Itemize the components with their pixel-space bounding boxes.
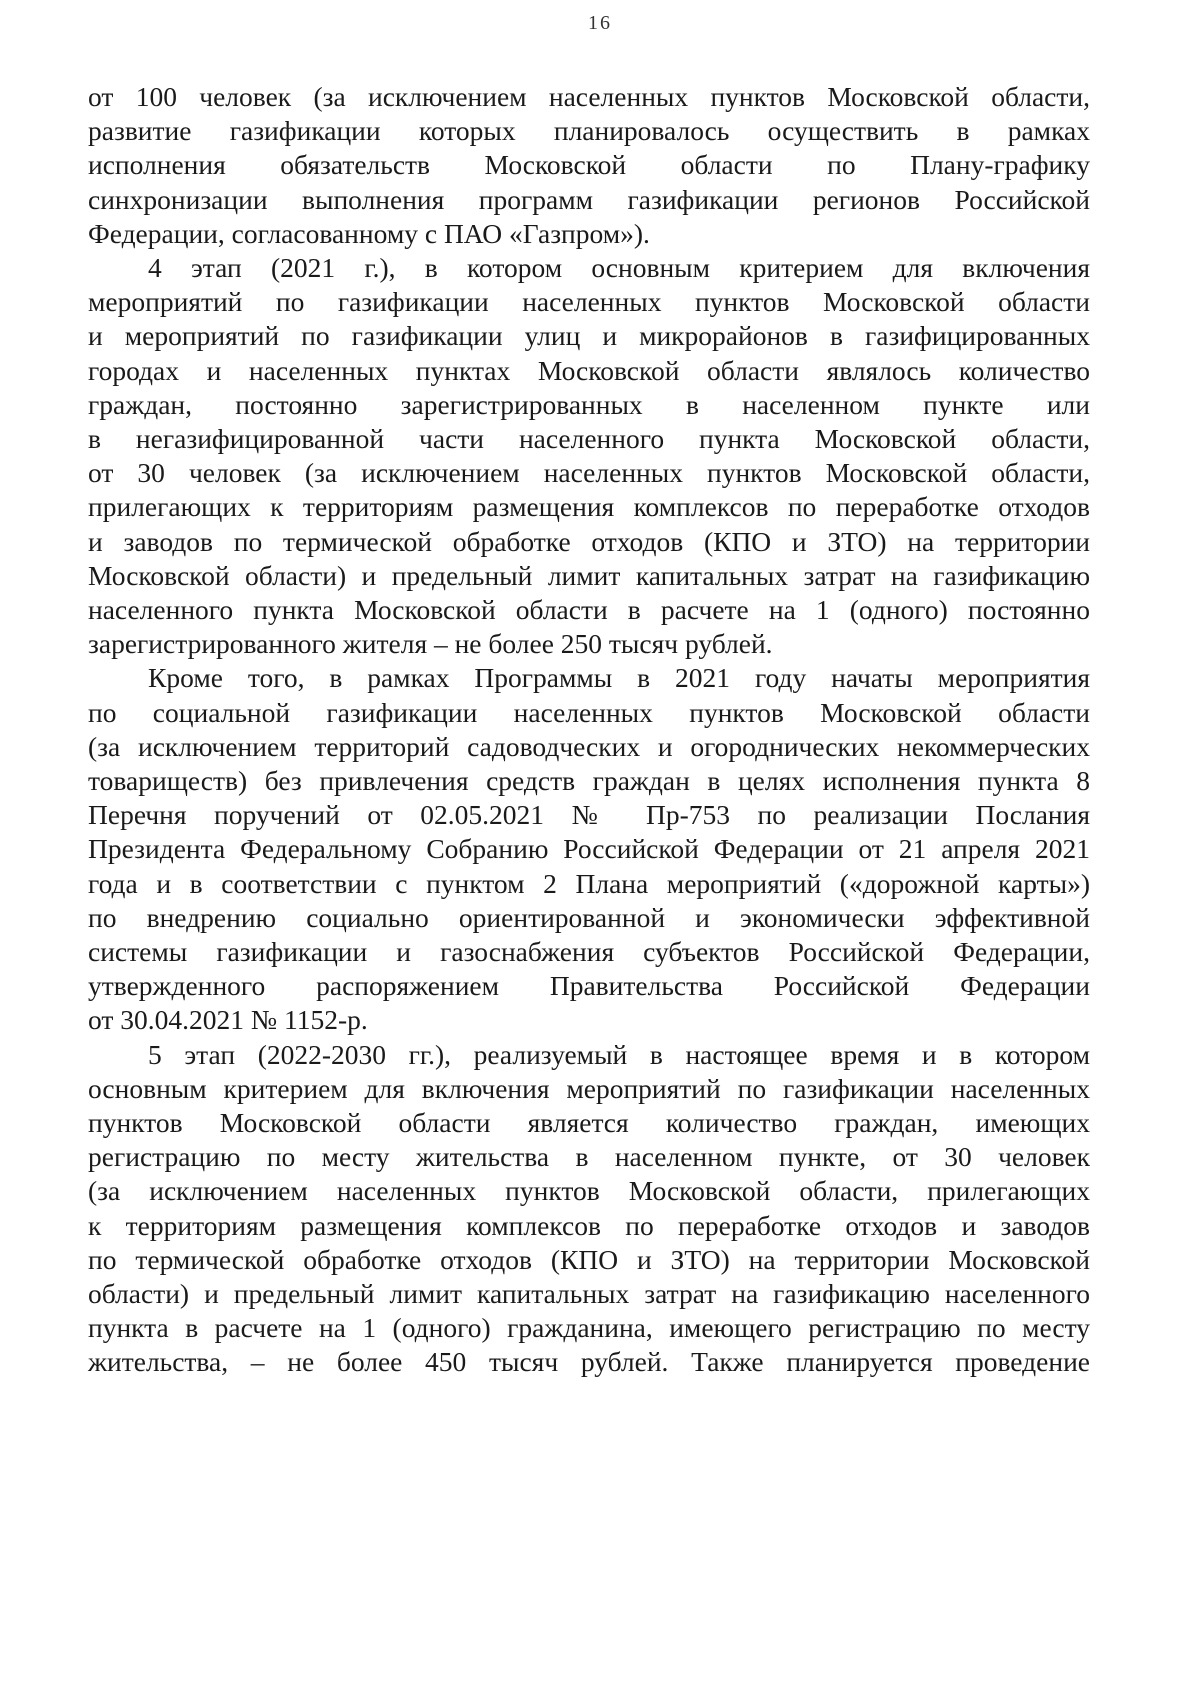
text-line: 5 этап (2022-2030 гг.), реализуемый в настоящее время и в котором bbox=[148, 1038, 1090, 1070]
text-line: (за исключением территорий садоводческих и огороднических некоммерческих bbox=[88, 730, 1090, 762]
text-line: товариществ) без привлечения средств граждан в целях исполнения пункта 8 bbox=[88, 765, 1090, 796]
page-number: 16 bbox=[588, 12, 612, 34]
text-line: от 30.04.2021 № 1152-р. bbox=[88, 1004, 368, 1036]
text-line: Федерации, согласованному с ПАО «Газпром»). bbox=[88, 217, 650, 249]
text-line: от 30 человек (за исключением населенных пунктов Московской области, bbox=[88, 457, 1090, 489]
text-line: Президента Федеральному Собранию Российской Федерации от 21 апреля 2021 bbox=[88, 833, 1090, 865]
text-line: жительства, – не более 450 тысяч рублей. Также планируется проведение bbox=[88, 1346, 1090, 1378]
text-line: Перечня поручений от 02.05.2021 № Пр-753 по реализации Послания bbox=[88, 799, 1090, 831]
text-line: к территориям размещения комплексов по переработке отходов и заводов bbox=[88, 1209, 1090, 1241]
text-line: синхронизации выполнения программ газификации регионов Российской bbox=[88, 183, 1090, 215]
text-line: городах и населенных пунктах Московской области являлось количество bbox=[88, 354, 1090, 386]
text-line: утвержденного распоряжением Правительства Российской Федерации bbox=[88, 970, 1090, 1002]
text-line: граждан, постоянно зарегистрированных в населенном пункте или bbox=[88, 388, 1090, 420]
text-line: области) и предельный лимит капитальных затрат на газификацию населенного bbox=[88, 1278, 1090, 1309]
text-line: в негазифицированной части населенного пункта Московской области, bbox=[88, 423, 1090, 454]
text-line: (за исключением населенных пунктов Московской области, прилегающих bbox=[88, 1175, 1090, 1207]
text-line: и мероприятий по газификации улиц и микрорайонов в газифицированных bbox=[88, 320, 1090, 352]
text-line: развитие газификации которых планировалось осуществить в рамках bbox=[88, 115, 1090, 147]
text-line: по социальной газификации населенных пунктов Московской области bbox=[88, 696, 1090, 728]
text-line: Московской области) и предельный лимит капитальных затрат на газификацию bbox=[88, 559, 1090, 591]
text-line: основным критерием для включения мероприятий по газификации населенных bbox=[88, 1072, 1090, 1104]
text-line: пункта в расчете на 1 (одного) гражданина, имеющего регистрацию по месту bbox=[88, 1312, 1090, 1344]
text-line: и заводов по термической обработке отходов (КПО и ЗТО) на территории bbox=[88, 525, 1090, 557]
text-line: населенного пункта Московской области в расчете на 1 (одного) постоянно bbox=[88, 594, 1090, 625]
text-line: от 100 человек (за исключением населенных пунктов Московской области, bbox=[88, 81, 1090, 112]
text-line: пунктов Московской области является количество граждан, имеющих bbox=[88, 1107, 1090, 1138]
text-line: 4 этап (2021 г.), в котором основным критерием для включения bbox=[148, 252, 1090, 283]
text-line: системы газификации и газоснабжения субъектов Российской Федерации, bbox=[88, 936, 1090, 967]
text-line: мероприятий по газификации населенных пунктов Московской области bbox=[88, 286, 1090, 318]
text-line: года и в соответствии с пунктом 2 Плана мероприятий («дорожной карты») bbox=[88, 867, 1090, 899]
text-line: зарегистрированного жителя – не более 250 тысяч рублей. bbox=[88, 628, 773, 660]
text-line: по внедрению социально ориентированной и экономически эффективной bbox=[88, 901, 1090, 933]
text-line: прилегающих к территориям размещения комплексов по переработке отходов bbox=[88, 491, 1090, 523]
text-line: Кроме того, в рамках Программы в 2021 году начаты мероприятия bbox=[148, 662, 1090, 694]
text-line: исполнения обязательств Московской области по Плану-графику bbox=[88, 149, 1090, 181]
text-line: по термической обработке отходов (КПО и ЗТО) на территории Московской bbox=[88, 1243, 1090, 1275]
text-line: регистрацию по месту жительства в населенном пункте, от 30 человек bbox=[88, 1141, 1090, 1173]
